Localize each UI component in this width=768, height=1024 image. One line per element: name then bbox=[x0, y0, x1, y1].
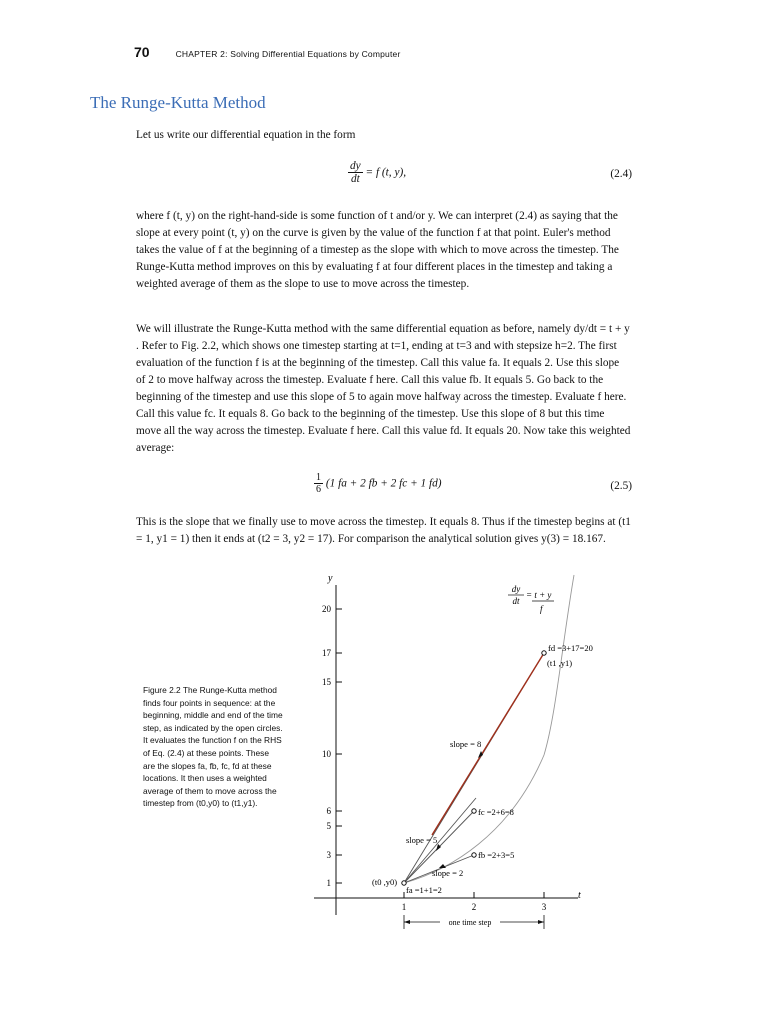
eq2-number: (2.5) bbox=[610, 480, 632, 492]
equation-2-4 bbox=[136, 160, 636, 194]
eq2-expression: (1 fa + 2 fb + 2 fc + 1 fd) bbox=[325, 477, 442, 490]
ode-label-den: dt bbox=[512, 596, 520, 606]
y-tick-label-3: 3 bbox=[326, 850, 331, 860]
t-axis-label: t bbox=[578, 890, 581, 901]
t-ticks bbox=[402, 892, 547, 912]
figure-caption: Figure 2.2 The Runge-Kutta method finds four points in sequence: at the beginning, middle and end of the time step, as indicated by the open circles. It evaluates the function f on the RHS of Eq. (2.4) at these points. These are the slopes fa, fb, fc, fd at these locations. It then uses a weighted average of them to move across the timestep from (t0,y0) to (t1,y1). bbox=[143, 685, 283, 809]
t-tick-label-2: 2 bbox=[471, 902, 477, 912]
fd-label: fd =3+17=20 bbox=[548, 643, 593, 653]
ode-label-num: dy bbox=[511, 584, 521, 594]
y-axis-label: y bbox=[328, 573, 333, 584]
slope-2-label: slope = 2 bbox=[432, 868, 464, 878]
arrowhead bbox=[436, 844, 441, 851]
bracket-left-arrow bbox=[404, 920, 410, 924]
y-tick-label-20: 20 bbox=[322, 604, 331, 614]
y-tick-label-1: 1 bbox=[326, 878, 331, 888]
point-c-circle bbox=[472, 809, 476, 813]
ode-label bbox=[508, 584, 554, 614]
eq1-numerator: dy bbox=[350, 160, 361, 172]
figure-2-2 bbox=[300, 565, 600, 950]
fb-label: fb =2+3=5 bbox=[478, 850, 515, 860]
ode-label-rhs: = t + y bbox=[526, 590, 552, 600]
slope-5-label: slope = 5 bbox=[406, 835, 438, 845]
paragraph-result: This is the slope that we finally use to move across the timestep. It equals 8. Thus if the timestep begins at (t1 = 1, y1 = 1) then it ends at (t2 = 3, y2 = 17). For comparison the analytical solution gives y(3) = 18.167. bbox=[136, 516, 631, 545]
paragraph-illustration: We will illustrate the Runge-Kutta method with the same differential equation as before, namely dy/dt = t + y . Refer to Fig. 2.2, which shows one timestep starting at t=1, ending at t=3 and with stepsize h=2. The first evaluation of the function f is at the beginning of the timestep. Call this value fa. It equals 2. Use this slope of 2 to move halfway across the timestep. Evaluate f here. Call this value fb. It equals 5. Go back to the beginning of the timestep and use this slope of 5 to again move halfway across the timestep. Evaluate f here. Call this value fc. It equals 8. Go back to the beginning of the timestep. Use this slope of 8 but this time move all the way across the timestep. Evaluate f here. Call this value fd. It equals 20. Now take this weighted average: bbox=[136, 323, 631, 454]
y-tick-label-6: 6 bbox=[326, 806, 331, 816]
fc-label: fc =2+6=8 bbox=[478, 807, 514, 817]
eq2-denominator: 6 bbox=[316, 484, 321, 495]
paragraph-definition: where f (t, y) on the right-hand-side is some function of t and/or y. We can interpret (2.4) as saying that the slope at every point (t, y) on the curve is given by the value of the function f at that point. Euler's method takes the value of f at the beginning of a timestep as the slope with which to move across the timestep. The Runge-Kutta method improves on this by evaluating f at four different places in the timestep and taking a weighted average of them as the slope to use to move across the timestep. bbox=[136, 210, 619, 290]
chapter-title: CHAPTER 2: Solving Differential Equations by Computer bbox=[175, 49, 401, 59]
page-number: 70 bbox=[134, 44, 150, 60]
page-header bbox=[134, 44, 401, 62]
y-tick-label-5: 5 bbox=[326, 821, 331, 831]
y-ticks bbox=[322, 604, 342, 888]
slope-8-label: slope = 8 bbox=[450, 739, 482, 749]
timestep-label: one time step bbox=[448, 918, 492, 927]
start-point-label: (t0 ,y0) bbox=[372, 877, 398, 887]
t-tick-label-3: 3 bbox=[541, 902, 547, 912]
eq1-denominator: dt bbox=[350, 173, 360, 185]
t-tick-label-1: 1 bbox=[401, 902, 407, 912]
equation-2-5 bbox=[136, 472, 636, 500]
y-tick-label-15: 15 bbox=[322, 677, 331, 687]
y-tick-label-17: 17 bbox=[322, 648, 331, 658]
point-b-circle bbox=[472, 853, 476, 857]
paragraph-intro: Let us write our differential equation in the form bbox=[136, 129, 356, 141]
end-point-label: (t1 ,y1) bbox=[547, 658, 573, 668]
weight-fraction bbox=[314, 472, 323, 495]
eq1-rhs: = f (t, y), bbox=[365, 166, 407, 179]
fa-label: fa =1+1=2 bbox=[406, 885, 442, 895]
derivative-fraction bbox=[348, 160, 363, 185]
point-d-circle bbox=[542, 651, 546, 655]
runge-kutta-diagram bbox=[300, 565, 600, 945]
eq2-numerator: 1 bbox=[316, 472, 321, 483]
section-title: The Runge-Kutta Method bbox=[90, 93, 266, 112]
bracket-right-arrow bbox=[538, 920, 544, 924]
timestep-bracket bbox=[404, 915, 544, 929]
y-tick-label-10: 10 bbox=[322, 749, 331, 759]
eq1-number: (2.4) bbox=[610, 168, 632, 180]
ode-label-f: f bbox=[540, 604, 543, 614]
